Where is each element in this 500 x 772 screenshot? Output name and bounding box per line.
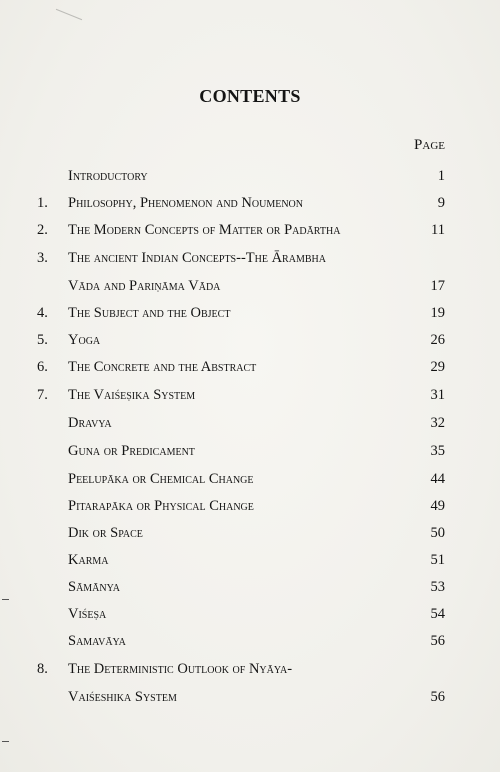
toc-entry — [0, 387, 500, 413]
toc-entry — [0, 525, 500, 551]
toc-entry-title: Introductory — [68, 168, 148, 184]
toc-entry-number: 1. — [37, 195, 48, 211]
toc-entry-page: 44 — [430, 471, 445, 487]
toc-entry-page: 26 — [430, 332, 445, 348]
toc-entry — [0, 222, 500, 248]
toc-entry-page: 19 — [430, 305, 445, 321]
toc-entry — [0, 250, 500, 276]
toc-entry-page: 35 — [430, 443, 445, 459]
toc-entry-title: The ancient Indian Concepts--The Ārambha — [68, 250, 326, 266]
toc-entry — [0, 305, 500, 331]
toc-entry-title: Dik or Space — [68, 525, 143, 541]
margin-mark — [2, 741, 9, 742]
toc-entry — [0, 661, 500, 687]
toc-entry-title: Guna or Predicament — [68, 443, 195, 459]
toc-entry — [0, 498, 500, 524]
toc-entry-page: 54 — [430, 606, 445, 622]
toc-entry-page: 51 — [430, 552, 445, 568]
toc-entry-title: Karma — [68, 552, 109, 568]
toc-entry-page: 1 — [437, 168, 445, 184]
toc-entry — [0, 606, 500, 632]
toc-entry-number: 6. — [37, 359, 48, 375]
toc-entry — [0, 689, 500, 715]
toc-entry-number: 2. — [37, 222, 48, 238]
toc-entry-title: Sāmānya — [68, 579, 120, 595]
toc-entry-title: Yoga — [68, 332, 101, 348]
toc-entry-number: 7. — [37, 387, 48, 403]
toc-entry-title: The Vaiśeṣika System — [68, 387, 196, 403]
toc-entry — [0, 415, 500, 441]
toc-entry-page: 11 — [431, 222, 445, 238]
toc-entry-title: The Modern Concepts of Matter or Padārtha — [68, 222, 341, 238]
contents-title: CONTENTS — [199, 86, 301, 106]
toc-entry — [0, 633, 500, 659]
toc-entry-number: 8. — [37, 661, 48, 677]
toc-entry — [0, 443, 500, 469]
toc-entry-page: 56 — [430, 689, 445, 705]
toc-entry-title: Dravya — [68, 415, 112, 431]
toc-entry — [0, 332, 500, 358]
toc-entry — [0, 552, 500, 578]
toc-entry-page: 31 — [430, 387, 445, 403]
toc-entry — [0, 195, 500, 221]
toc-entry-number: 3. — [37, 250, 48, 266]
toc-entry-title: Vāda and Pariṇāma Vāda — [68, 278, 221, 294]
toc-entry-title: Philosophy, Phenomenon and Noumenon — [68, 195, 303, 211]
toc-entry — [0, 579, 500, 605]
toc-entry-page: 29 — [430, 359, 445, 375]
toc-entry — [0, 278, 500, 304]
page-column-heading: Page — [414, 137, 445, 153]
toc-entry-page: 56 — [430, 633, 445, 649]
toc-entry-page: 9 — [437, 195, 445, 211]
toc-entry — [0, 359, 500, 385]
toc-entry-title: Peelupāka or Chemical Change — [68, 471, 254, 487]
toc-entry-title: Viśeṣa — [68, 606, 107, 622]
toc-entry-page: 49 — [430, 498, 445, 514]
toc-entry-page: 53 — [430, 579, 445, 595]
paper-scratch-mark — [56, 9, 82, 20]
toc-entry-page: 17 — [430, 278, 445, 294]
toc-entry-page: 50 — [430, 525, 445, 541]
toc-entry-number: 5. — [37, 332, 48, 348]
toc-entry-title: Pitarapāka or Physical Change — [68, 498, 254, 514]
toc-entry — [0, 471, 500, 497]
toc-entry-page: 32 — [430, 415, 445, 431]
toc-entry-title: The Concrete and the Abstract — [68, 359, 257, 375]
toc-entry-title: Vaiśeshika System — [68, 689, 177, 705]
toc-entry — [0, 168, 500, 194]
toc-entry-title: Samavāya — [68, 633, 126, 649]
margin-mark — [2, 599, 9, 600]
toc-entry-number: 4. — [37, 305, 48, 321]
toc-entry-title: The Deterministic Outlook of Nyāya- — [68, 661, 293, 677]
toc-entry-title: The Subject and the Object — [68, 305, 231, 321]
